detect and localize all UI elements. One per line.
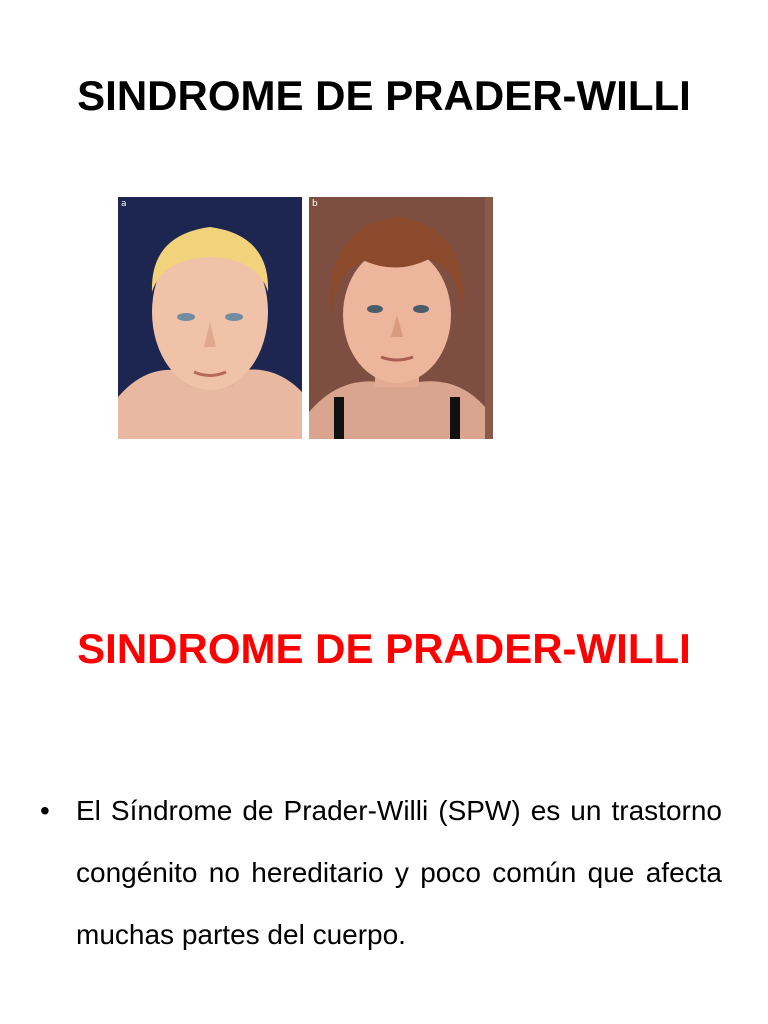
patient-photo-a: [118, 197, 302, 439]
photo-label-b: b: [312, 199, 318, 209]
bullet-dot-icon: •: [40, 795, 50, 826]
slide-title: SINDROME DE PRADER-WILLI: [77, 72, 691, 119]
photo-label-a: a: [121, 199, 127, 209]
patient-photo-a-illustration: [118, 197, 302, 439]
section-title: SINDROME DE PRADER-WILLI: [77, 625, 691, 672]
patient-photo-b-illustration: [309, 197, 485, 439]
bullet-text: El Síndrome de Prader-Willi (SPW) es un trastorno congénito no hereditario y poco común que afecta muchas partes del cuerpo.: [76, 795, 722, 950]
bullet-list: [40, 780, 722, 966]
patient-photo-b: [309, 197, 493, 439]
bullet-item: [40, 780, 722, 966]
